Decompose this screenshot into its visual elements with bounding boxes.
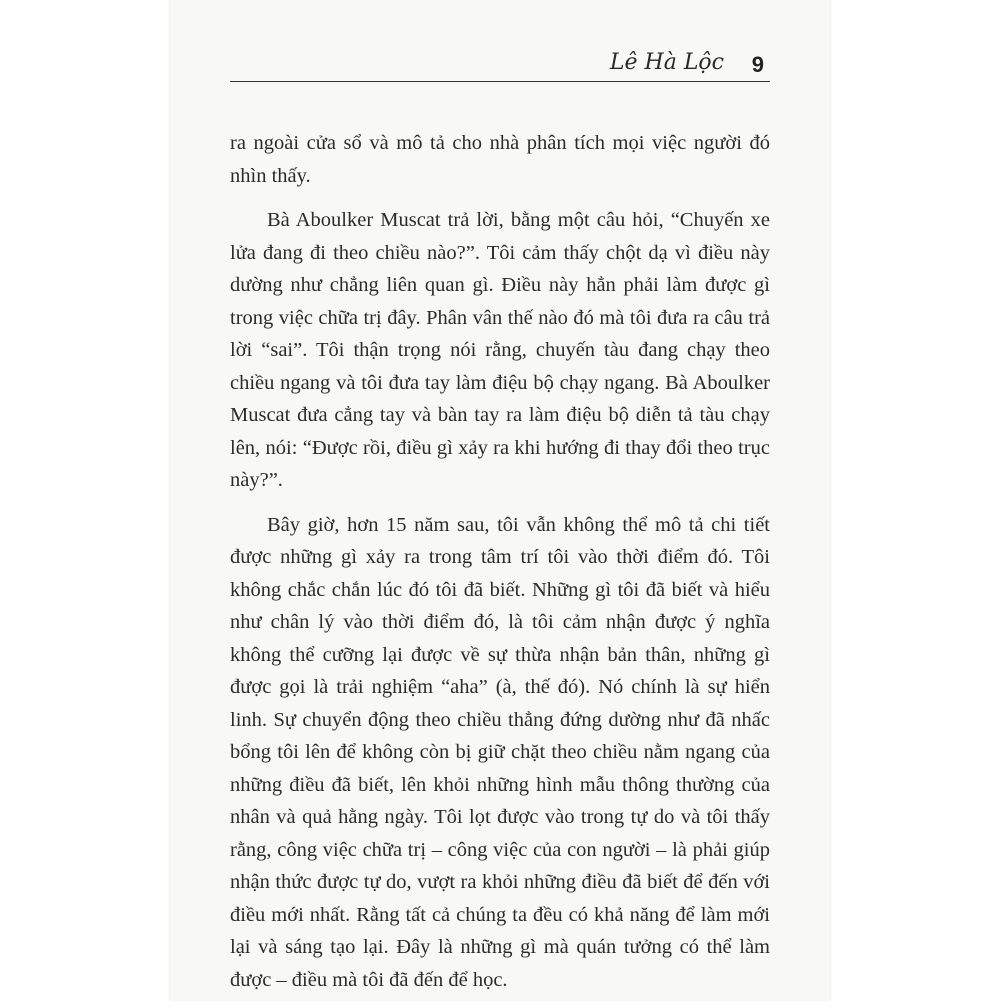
header-rule bbox=[230, 81, 770, 82]
paragraph: Bà Aboulker Muscat trả lời, bằng một câu hỏi, “Chuyến xe lửa đang đi theo chiều nào?”. Tôi cảm thấy chột dạ vì điều này dường như chẳng liên quan gì. Điều này hẳn phải làm được gì trong việc chữa trị đây. Phân vân thế nào đó mà tôi đưa ra câu trả lời “sai”. Tôi thận trọng nói rằng, chuyến tàu đang chạy theo chiều ngang và tôi đưa tay làm điệu bộ chạy ngang. Bà Aboulker Muscat đưa cẳng tay và bàn tay ra làm điệu bộ diễn tả tàu chạy lên, nói: “Được rồi, điều gì xảy ra khi hướng đi thay đổi theo trục này?”. bbox=[230, 209, 770, 491]
author-name: Lê Hà Lộc bbox=[604, 50, 728, 75]
paragraph-continued: ra ngoài cửa sổ và mô tả cho nhà phân tích mọi việc người đó nhìn thấy. bbox=[230, 132, 770, 187]
page-number: 9 bbox=[746, 52, 766, 78]
running-header bbox=[230, 44, 770, 86]
book-page bbox=[170, 0, 830, 1000]
body-text bbox=[230, 127, 770, 1008]
paragraph: Bây giờ, hơn 15 năm sau, tôi vẫn không thể mô tả chi tiết được những gì xảy ra trong tâm trí tôi vào thời điểm đó. Tôi không chắc chắn lúc đó tôi đã biết. Những gì tôi đã biết và hiểu như chân lý vào thời điểm đó, là tôi cảm nhận được ý nghĩa không thể cưỡng lại được về sự thừa nhận bản thân, những gì được gọi là trải nghiệm “aha” (à, thế đó). Nó chính là sự hiển linh. Sự chuyển động theo chiều thẳng đứng dường như đã nhấc bổng tôi lên để không còn bị giữ chặt theo chiều nằm ngang của những điều đã biết, lên khỏi những hình mẫu thông thường của nhân và quả hằng ngày. Tôi lọt được vào trong tự do và tôi thấy rằng, công việc chữa trị – công việc của con người – là phải giúp nhận thức được tự do, vượt ra khỏi những điều đã biết để đến với điều mới nhất. Rằng tất cả chúng ta đều có khả năng để làm mới lại và sáng tạo lại. Đây là những gì mà quán tưởng có thể làm được – điều mà tôi đã đến để học. bbox=[230, 513, 770, 991]
